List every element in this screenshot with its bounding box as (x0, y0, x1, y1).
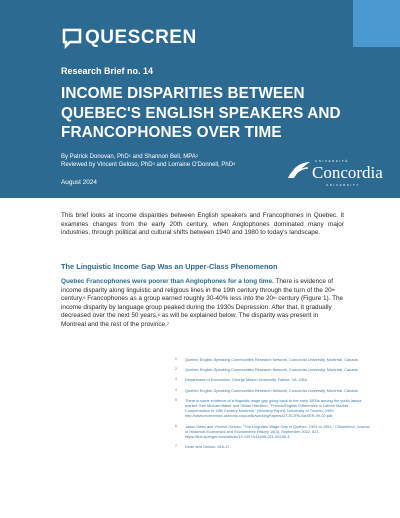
footnote-number: 4 (175, 387, 177, 392)
footnote-number: 7 (175, 444, 177, 449)
footnote-number: 3 (175, 377, 177, 382)
university-name: Concordia (312, 163, 383, 182)
footnote-item (175, 398, 370, 419)
footnote-item (175, 424, 370, 440)
footnote-text: Quebec English-Speaking Communities Research Network, Concordia University, Montreal, Canada. (185, 357, 359, 362)
footnote-number: 1 (175, 357, 177, 361)
intro-paragraph: This brief looks at income disparities between English speakers and Francophones in Quebec. It examines changes from the early 20th century, when Anglophones dominated many major industries, through political and cultural shifts between 1940 and 1980 to today's landscape. (61, 212, 344, 237)
author-text: By Patrick Donovan, PhD (61, 154, 129, 160)
authors-line (61, 153, 235, 161)
header-band (0, 0, 400, 198)
footnote-ref: 6 (157, 312, 160, 318)
accent-square (353, 0, 400, 47)
footnote-ref: 2 (195, 153, 199, 158)
footnote-text: Quebec English-Speaking Communities Research Network, Concordia University, Montreal, Canada. (185, 367, 359, 373)
footnote-ref: 4 (233, 161, 236, 166)
body-text: century (Figure 1). The income disparity by language group peaked during the 1930s Depression. After that, it gradually decreased over the next 50 years, (61, 295, 344, 320)
footnote-text: Quebec English-Speaking Communities Research Network, Concordia University, Montreal, Canada. (185, 387, 359, 393)
footnote-text: Dean and Geloso, 616-17. (185, 444, 231, 450)
footnotes-list (175, 357, 370, 454)
body-text: Francophones as a group earned roughly 30-40% less into the 20 (85, 295, 274, 303)
reviewer-text: and Lorraine O'Donnell, PhD (154, 162, 234, 168)
concordia-emblem-icon (286, 160, 312, 180)
reviewers-line (61, 161, 235, 169)
ordinal-suffix: th (273, 295, 277, 301)
quescren-logo (61, 26, 197, 50)
byline (61, 153, 235, 169)
footnote-item (175, 377, 370, 382)
footnote-ref: 7 (166, 320, 170, 326)
footnote-text: There is some evidence of a linguistic wage gap going back to the early 1800s among the youth labour market. See Michael Baker and Gillian Hamilton, "French/English Differences in Labour Market Compensation in 19th Century Montreal." [Working Paper]. University of Toronto, 1999. http://www.economics.utoronto.ca/public/workingPapers/UT-ECIPA-BAKER-99-02.pdf. (185, 397, 362, 419)
university-label-bottom: UNIVERSITY (326, 183, 361, 187)
concordia-logo (286, 159, 384, 189)
quescren-logo-icon (61, 27, 83, 49)
footnote-ref: 1 (128, 153, 131, 158)
lead-sentence: Quebec Francophones were poorer than Anglophones for a long time. (61, 278, 274, 285)
body-text: century. (61, 295, 84, 303)
page-title: INCOME DISPARITIES BETWEEN QUEBEC'S ENGLISH SPEAKERS AND FRANCOPHONES OVER TIME (61, 85, 341, 141)
author-text: and Shannon Bell, MPA (130, 154, 196, 160)
footnote-text: Department of Economics, George Mason University, Fairfax, VA, USA. (185, 377, 308, 383)
footnote-item (175, 444, 370, 449)
publication-date: August 2024 (61, 179, 97, 186)
body-paragraph (61, 278, 344, 330)
section-heading: The Linguistic Income Gap Was an Upper-Class Phenomenon (61, 262, 278, 271)
footnote-number: 2 (175, 367, 177, 372)
brief-number: Research Brief no. 14 (61, 66, 154, 76)
footnote-item (175, 367, 370, 372)
reviewer-text: Reviewed by Vincent Geloso, PhD (61, 162, 153, 168)
ordinal-suffix: th (331, 286, 336, 292)
footnote-item (175, 357, 370, 362)
footnote-number: 6 (175, 423, 177, 428)
body-text: as will be explained below. The disparity was present in Montreal and the rest of the province. (61, 312, 319, 328)
footnote-ref: 3 (152, 161, 155, 166)
footnote-item (175, 388, 370, 393)
university-label-top: UNIVERSITÉ (315, 159, 350, 163)
footnote-number: 5 (175, 397, 177, 402)
logo-wordmark: QUESCREN (85, 27, 197, 48)
footnote-text: Jason Dean and Vincent Geloso, "The Linguistic Wage Gap in Quebec, 1901 to 1951," Cliometrica: Journal of Historical Economics and Econometric History 16(3), September 2022, 621, https://link.springer.com/article/10.1007/s11698-021-00236-3. (185, 423, 370, 440)
body-text: There is evidence of income disparity along linguistic and religious lines in the 19th century through the turn of the 20 (61, 278, 334, 294)
footnote-ref: 5 (83, 295, 86, 301)
